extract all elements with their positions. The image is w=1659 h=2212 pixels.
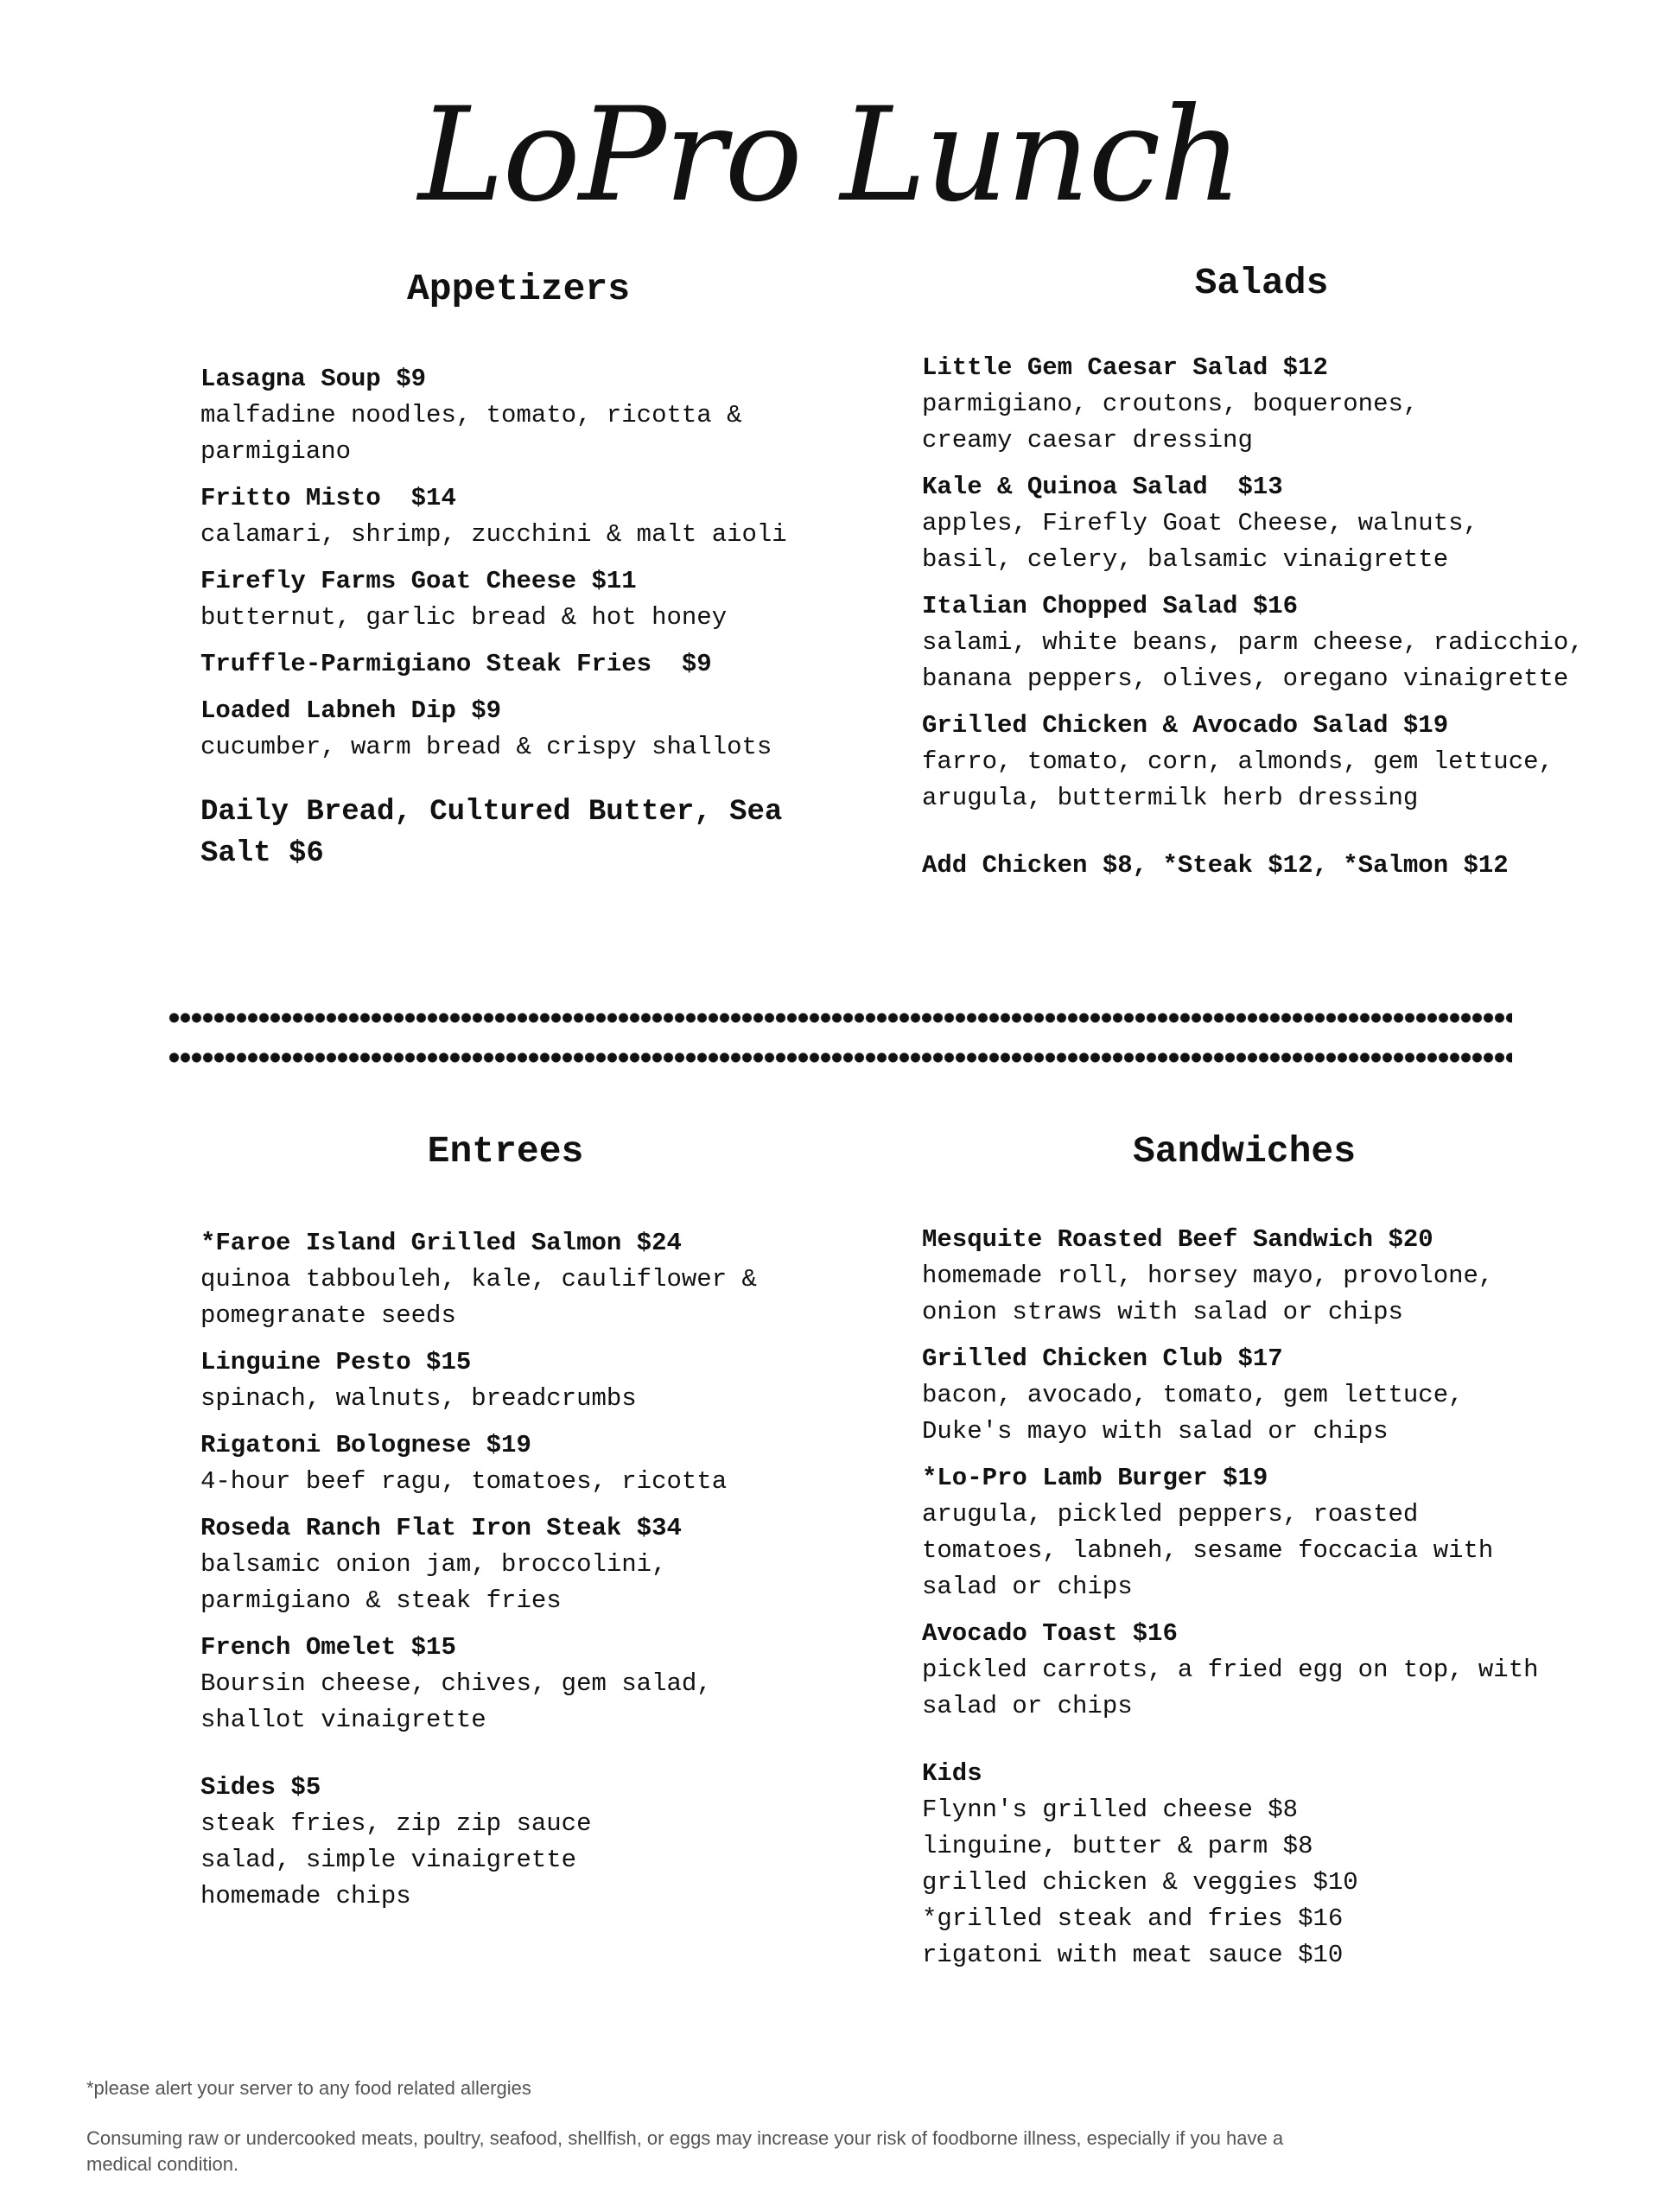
item-description: apples, Firefly Goat Cheese, walnuts, basil, celery, balsamic vinaigrette [922,509,1494,574]
sides-title: Sides $5 [200,1773,321,1802]
item-description: pickled carrots, a fried egg on top, with salad or chips [922,1656,1554,1720]
menu-item [200,563,874,636]
item-name: Linguine Pesto $15 [200,1348,472,1376]
menu-item [922,1222,1613,1331]
item-description: Boursin cheese, chives, gem salad, shallot vinaigrette [200,1669,728,1734]
menu-item [922,1460,1613,1605]
salad-addons: Add Chicken $8, *Steak $12, *Salmon $12 [922,851,1509,880]
kids-item: *grilled steak and fries $16 [922,1904,1344,1933]
bread-item: Daily Bread, Cultured Butter, Sea Salt $6 [200,796,783,870]
menu-item [922,350,1613,459]
kids-item: grilled chicken & veggies $10 [922,1868,1358,1897]
item-name: Rigatoni Bolognese $19 [200,1431,531,1459]
menu-item [200,1510,874,1619]
item-name: French Omelet $15 [200,1633,456,1662]
sides-group [200,1770,874,1915]
salads-heading: Salads [1194,262,1329,304]
kids-title: Kids [922,1759,982,1788]
menu-item [922,469,1613,578]
item-name: Truffle-Parmigiano Steak Fries $9 [200,650,712,678]
menu-item [922,708,1613,817]
item-description: parmigiano, croutons, boquerones, creamy caesar dressing [922,390,1433,454]
kids-item: linguine, butter & parm $8 [922,1832,1313,1860]
allergy-note: *please alert your server to any food related allergies [86,2077,531,2099]
dotted-divider [168,1052,1512,1063]
item-name: Avocado Toast $16 [922,1619,1178,1648]
item-description: bacon, avocado, tomato, gem lettuce, Duke's mayo with salad or chips [922,1381,1478,1446]
kids-group [922,1756,1613,1974]
menu-item [200,1225,874,1334]
side-item: salad, simple vinaigrette [200,1846,577,1874]
entrees-heading: Entrees [427,1130,584,1173]
item-name: Kale & Quinoa Salad $13 [922,473,1283,501]
item-description: spinach, walnuts, breadcrumbs [200,1384,637,1413]
item-description: cucumber, warm bread & crispy shallots [200,733,772,761]
menu-title: LoPro Lunch [418,80,1241,231]
kids-item: rigatoni with meat sauce $10 [922,1941,1344,1969]
salads-section [922,350,1613,884]
item-description: homemade roll, horsey mayo, provolone, onion straws with salad or chips [922,1262,1509,1326]
sandwiches-heading: Sandwiches [1132,1130,1357,1173]
sandwiches-section [922,1222,1613,1974]
item-name: Little Gem Caesar Salad $12 [922,353,1328,382]
item-name: Firefly Farms Goat Cheese $11 [200,567,637,595]
item-name: Fritto Misto $14 [200,484,456,512]
item-name: *Lo-Pro Lamb Burger $19 [922,1464,1268,1492]
menu-item [200,1344,874,1417]
item-description: calamari, shrimp, zucchini & malt aioli [200,520,787,549]
item-name: Roseda Ranch Flat Iron Steak $34 [200,1514,682,1542]
appetizers-section [200,361,874,874]
item-name: Lasagna Soup $9 [200,365,427,393]
kids-item: Flynn's grilled cheese $8 [922,1796,1299,1824]
item-description: malfadine noodles, tomato, ricotta & parmigiano [200,401,757,466]
menu-item [922,1616,1613,1725]
foodborne-warning: Consuming raw or undercooked meats, poultry, seafood, shellfish, or eggs may increase your risk of foodborne illness, especially if you have a medical condition. [86,2127,1284,2175]
menu-item [922,588,1613,697]
item-description: butternut, garlic bread & hot honey [200,603,728,632]
item-description: quinoa tabbouleh, kale, cauliflower & pomegranate seeds [200,1265,772,1330]
side-item: homemade chips [200,1882,411,1910]
menu-item [922,1341,1613,1450]
side-item: steak fries, zip zip sauce [200,1809,592,1838]
item-description: 4-hour beef ragu, tomatoes, ricotta [200,1467,728,1496]
menu-item [200,693,874,766]
menu-item [200,646,874,683]
item-name: Grilled Chicken Club $17 [922,1344,1283,1373]
dotted-divider [168,1013,1512,1023]
appetizers-heading: Appetizers [406,268,631,310]
item-name: Mesquite Roasted Beef Sandwich $20 [922,1225,1433,1254]
item-name: Loaded Labneh Dip $9 [200,696,502,725]
entrees-section [200,1225,874,1915]
item-description: salami, white beans, parm cheese, radicchio, banana peppers, olives, oregano vinaigrette [922,628,1599,693]
item-name: Italian Chopped Salad $16 [922,592,1299,620]
menu-item [200,1427,874,1500]
item-description: arugula, pickled peppers, roasted tomatoes, labneh, sesame foccacia with salad or chips [922,1500,1509,1601]
item-description: balsamic onion jam, broccolini, parmigiano & steak fries [200,1550,682,1615]
item-name: Grilled Chicken & Avocado Salad $19 [922,711,1449,740]
item-name: *Faroe Island Grilled Salmon $24 [200,1229,682,1257]
item-description: farro, tomato, corn, almonds, gem lettuce, arugula, buttermilk herb dressing [922,747,1569,812]
menu-item [200,361,874,470]
menu-item [200,480,874,553]
menu-item [200,1630,874,1738]
